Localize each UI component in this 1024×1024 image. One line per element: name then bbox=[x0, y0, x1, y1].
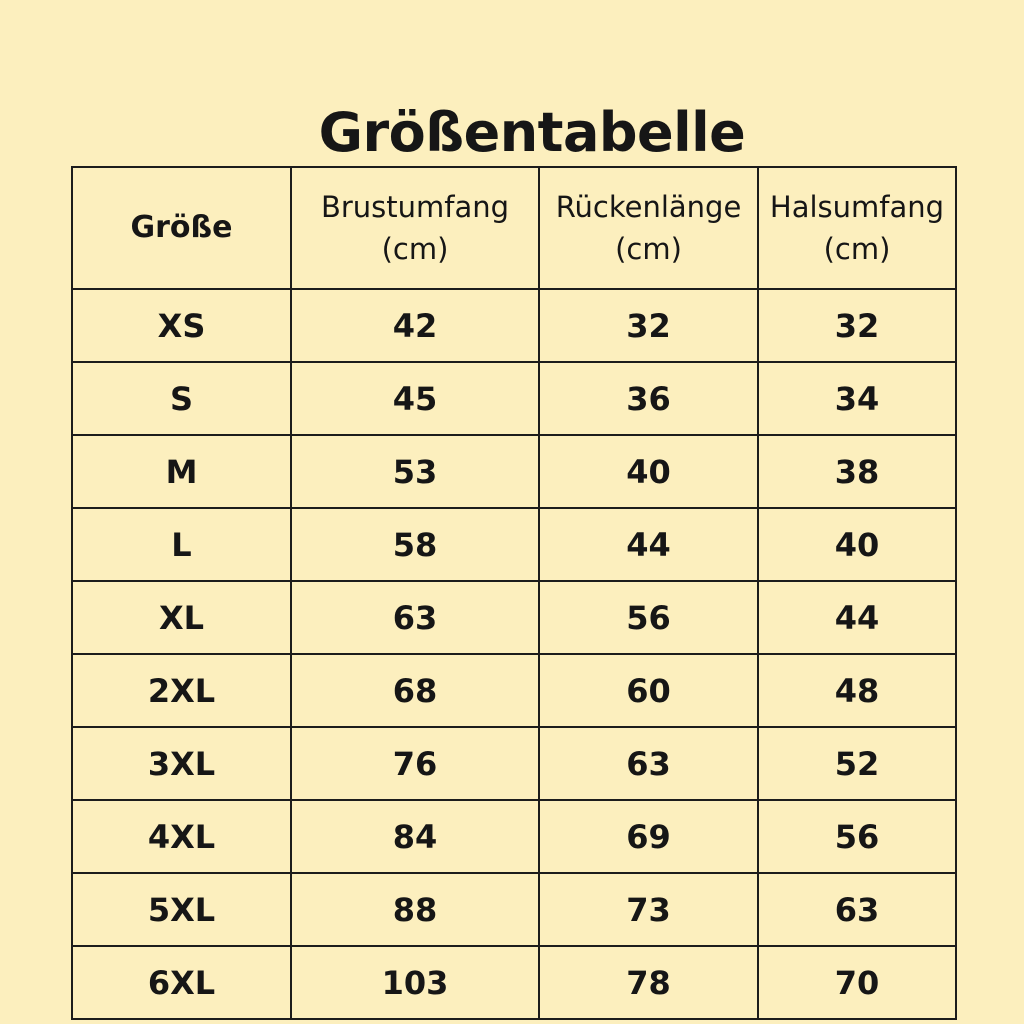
rueckenlaenge-cell: 78 bbox=[539, 946, 758, 1019]
table-row bbox=[72, 727, 956, 800]
table-row bbox=[72, 800, 956, 873]
table-row bbox=[72, 289, 956, 362]
header-brustumfang bbox=[291, 167, 539, 289]
table-row bbox=[72, 946, 956, 1019]
rueckenlaenge-cell: 32 bbox=[539, 289, 758, 362]
brustumfang-cell: 76 bbox=[291, 727, 539, 800]
table-row bbox=[72, 508, 956, 581]
table-row bbox=[72, 362, 956, 435]
brustumfang-cell: 84 bbox=[291, 800, 539, 873]
rueckenlaenge-cell: 60 bbox=[539, 654, 758, 727]
page-title: Größentabelle bbox=[318, 101, 746, 165]
halsumfang-cell: 70 bbox=[758, 946, 956, 1019]
header-rueckenlaenge bbox=[539, 167, 758, 289]
rueckenlaenge-cell: 44 bbox=[539, 508, 758, 581]
header-label: Halsumfang bbox=[769, 190, 945, 224]
header-halsumfang bbox=[758, 167, 956, 289]
rueckenlaenge-cell: 36 bbox=[539, 362, 758, 435]
halsumfang-cell: 38 bbox=[758, 435, 956, 508]
size-cell: 2XL bbox=[72, 654, 291, 727]
halsumfang-cell: 40 bbox=[758, 508, 956, 581]
size-cell: XL bbox=[72, 581, 291, 654]
brustumfang-cell: 45 bbox=[291, 362, 539, 435]
halsumfang-cell: 44 bbox=[758, 581, 956, 654]
table-header-row bbox=[72, 167, 956, 289]
halsumfang-cell: 34 bbox=[758, 362, 956, 435]
size-cell: 5XL bbox=[72, 873, 291, 946]
rueckenlaenge-cell: 56 bbox=[539, 581, 758, 654]
brustumfang-cell: 63 bbox=[291, 581, 539, 654]
header-groesse bbox=[72, 167, 291, 289]
rueckenlaenge-cell: 69 bbox=[539, 800, 758, 873]
size-chart-table bbox=[71, 166, 957, 1020]
halsumfang-cell: 48 bbox=[758, 654, 956, 727]
table-row bbox=[72, 581, 956, 654]
halsumfang-cell: 32 bbox=[758, 289, 956, 362]
header-unit: (cm) bbox=[381, 232, 449, 266]
size-cell: 6XL bbox=[72, 946, 291, 1019]
brustumfang-cell: 103 bbox=[291, 946, 539, 1019]
brustumfang-cell: 68 bbox=[291, 654, 539, 727]
brustumfang-cell: 88 bbox=[291, 873, 539, 946]
size-cell: XS bbox=[72, 289, 291, 362]
size-cell: L bbox=[72, 508, 291, 581]
brustumfang-cell: 53 bbox=[291, 435, 539, 508]
halsumfang-cell: 63 bbox=[758, 873, 956, 946]
table-row bbox=[72, 873, 956, 946]
rueckenlaenge-cell: 40 bbox=[539, 435, 758, 508]
header-unit: (cm) bbox=[615, 232, 682, 266]
halsumfang-cell: 52 bbox=[758, 727, 956, 800]
header-unit: (cm) bbox=[823, 232, 891, 266]
header-label: Größe bbox=[130, 210, 233, 245]
size-cell: S bbox=[72, 362, 291, 435]
brustumfang-cell: 58 bbox=[291, 508, 539, 581]
brustumfang-cell: 42 bbox=[291, 289, 539, 362]
rueckenlaenge-cell: 73 bbox=[539, 873, 758, 946]
table-row bbox=[72, 435, 956, 508]
header-label: Rückenlänge bbox=[555, 190, 742, 224]
size-cell: M bbox=[72, 435, 291, 508]
rueckenlaenge-cell: 63 bbox=[539, 727, 758, 800]
halsumfang-cell: 56 bbox=[758, 800, 956, 873]
size-cell: 3XL bbox=[72, 727, 291, 800]
size-cell: 4XL bbox=[72, 800, 291, 873]
header-label: Brustumfang bbox=[320, 190, 510, 224]
table-row bbox=[72, 654, 956, 727]
